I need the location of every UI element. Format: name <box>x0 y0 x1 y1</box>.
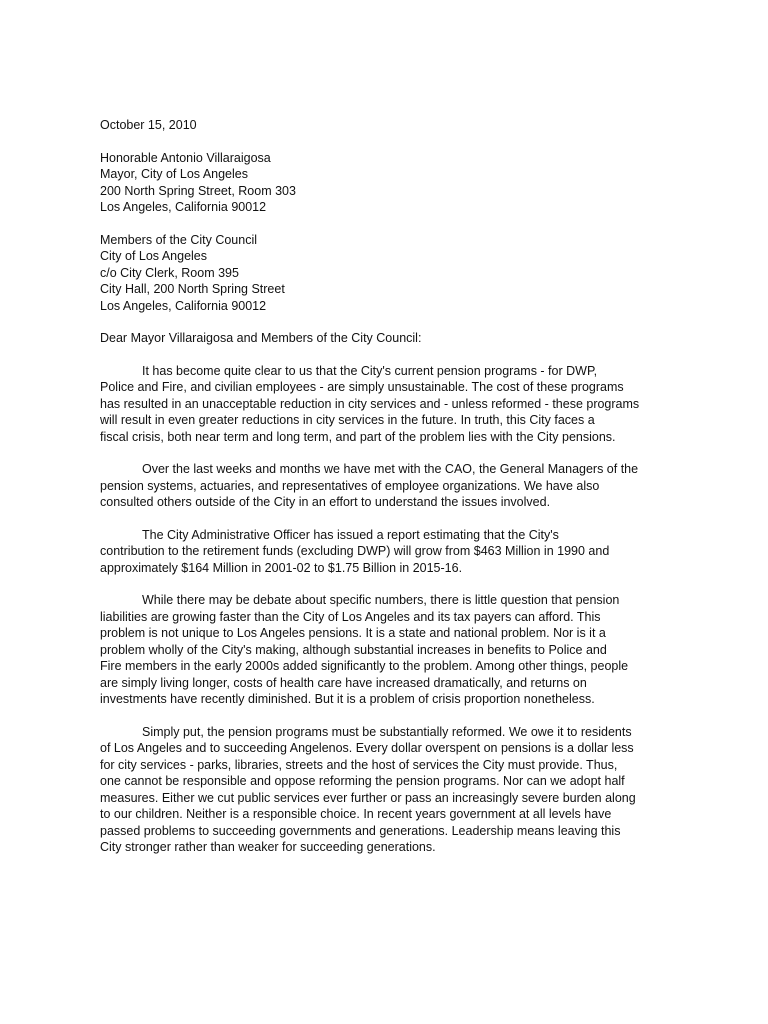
paragraph-line: has resulted in an unacceptable reduction in city services and - unless reformed - these programs <box>100 396 640 411</box>
paragraph-line: investments have recently diminished. But it is a problem of crisis proportion nonetheless. <box>100 692 595 706</box>
paragraph-line: for city services - parks, libraries, streets and the host of services the City must provide. Thus, <box>100 757 618 772</box>
council-address-line: City of Los Angeles <box>100 249 208 263</box>
paragraph-line: fiscal crisis, both near term and long term, and part of the problem lies with the City pensions. <box>100 429 616 444</box>
paragraph-line: are simply living longer, costs of health care have increased dramatically, and returns on <box>100 675 587 690</box>
paragraph-line: of Los Angeles and to succeeding Angelenos. Every dollar overspent on pensions is a dollar less <box>100 741 634 755</box>
paragraph-line: Fire members in the early 2000s added significantly to the problem. Among other things, people <box>100 659 629 673</box>
mayor-address-line: Mayor, City of Los Angeles <box>100 167 248 181</box>
paragraph-line: contribution to the retirement funds (excluding DWP) will grow from $463 Million in 1990 and <box>100 544 610 558</box>
paragraph-5 <box>100 724 645 856</box>
letter-body <box>100 117 645 872</box>
council-address-block <box>100 232 645 315</box>
mayor-address-block <box>100 150 645 216</box>
council-address-line: Los Angeles, California 90012 <box>100 298 267 313</box>
paragraph-2 <box>100 461 645 511</box>
paragraph-line: problem wholly of the City's making, although substantial increases in benefits to Police and <box>100 642 607 657</box>
paragraph-line: to our children. Neither is a responsible choice. In recent years government at all levels have <box>100 807 612 821</box>
paragraph-line: It has become quite clear to us that the City's current pension programs - for DWP, <box>142 363 598 378</box>
paragraph-line: problem is not unique to Los Angeles pensions. It is a state and national problem. Nor is it a <box>100 626 606 640</box>
mayor-address-line: Honorable Antonio Villaraigosa <box>100 150 271 165</box>
paragraph-line: Police and Fire, and civilian employees - are simply unsustainable. The cost of these programs <box>100 380 624 394</box>
council-address-line: Members of the City Council <box>100 232 258 247</box>
paragraph-line: measures. Either we cut public services ever further or pass an increasingly severe burden along <box>100 790 636 805</box>
paragraph-line: one cannot be responsible and oppose reforming the pension programs. Nor can we adopt half <box>100 774 625 788</box>
paragraph-line: liabilities are growing faster than the City of Los Angeles and its tax payers can afford. This <box>100 609 601 624</box>
paragraph-4 <box>100 592 645 708</box>
paragraph-line: consulted others outside of the City in an effort to understand the issues involved. <box>100 495 551 509</box>
paragraph-line: City stronger rather than weaker for succeeding generations. <box>100 840 436 854</box>
paragraph-line: The City Administrative Officer has issued a report estimating that the City's <box>142 527 559 542</box>
letter-date-block <box>100 117 645 134</box>
paragraph-line: While there may be debate about specific numbers, there is little question that pension <box>142 593 620 607</box>
paragraph-line: Simply put, the pension programs must be substantially reformed. We owe it to residents <box>142 724 632 739</box>
paragraph-line: Over the last weeks and months we have met with the CAO, the General Managers of the <box>142 462 639 476</box>
letter-date: October 15, 2010 <box>100 118 197 132</box>
council-address-line: c/o City Clerk, Room 395 <box>100 265 239 280</box>
paragraph-1 <box>100 363 645 446</box>
paragraph-3 <box>100 527 645 577</box>
paragraph-line: will result in even greater reductions in city services in the future. In truth, this City faces a <box>100 413 595 427</box>
council-address-line: City Hall, 200 North Spring Street <box>100 282 285 296</box>
paragraph-line: pension systems, actuaries, and representatives of employee organizations. We have also <box>100 478 600 493</box>
mayor-address-line: 200 North Spring Street, Room 303 <box>100 183 296 198</box>
paragraph-line: approximately $164 Million in 2001-02 to $1.75 Billion in 2015-16. <box>100 560 463 575</box>
paragraph-line: passed problems to succeeding governments and generations. Leadership means leaving this <box>100 823 621 838</box>
salutation: Dear Mayor Villaraigosa and Members of the City Council: <box>100 331 422 345</box>
mayor-address-line: Los Angeles, California 90012 <box>100 200 267 214</box>
salutation-block <box>100 330 645 347</box>
